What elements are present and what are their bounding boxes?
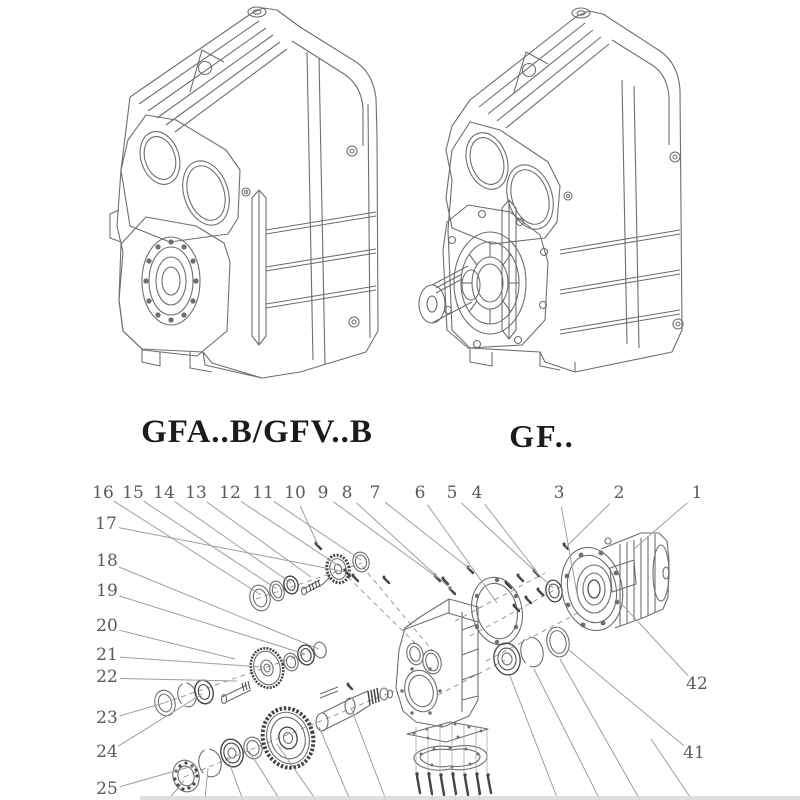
left-gearbox-drawing	[110, 7, 378, 378]
cut-leader-8	[510, 676, 558, 800]
leader-line-2	[566, 503, 610, 547]
housing-bolts	[415, 724, 491, 800]
leader-line-5	[461, 503, 553, 588]
part-number-7: 7	[369, 483, 381, 503]
part-number-6: 6	[414, 483, 426, 503]
leader-line-3	[561, 507, 578, 599]
part-number-23: 23	[96, 708, 118, 728]
output-flange	[443, 205, 548, 348]
part-number-16: 16	[92, 483, 114, 503]
lifting-bracket	[514, 52, 548, 92]
leader-line-17	[119, 528, 346, 572]
leader-line-21	[120, 657, 263, 667]
leader-line-42	[618, 600, 688, 676]
part-number-20: 20	[96, 616, 118, 636]
gearbox-housing	[396, 599, 478, 727]
part-number-8: 8	[341, 483, 353, 503]
part-callouts	[92, 483, 708, 799]
part-number-1: 1	[691, 483, 703, 503]
upper-bore	[134, 126, 187, 189]
cut-leader-4	[249, 751, 280, 800]
part-number-19: 19	[96, 581, 118, 601]
cut-leader-9	[534, 669, 600, 800]
part-number-2: 2	[613, 483, 625, 503]
part-number-22: 22	[96, 667, 118, 687]
part-number-41: 41	[683, 743, 705, 763]
side-ribs	[266, 212, 376, 308]
part-number-11: 11	[252, 483, 274, 503]
fastener-bolts	[315, 542, 569, 612]
part-number-12: 12	[219, 483, 241, 503]
model-label-left: GFA..B/GFV..B	[141, 414, 373, 450]
part-number-3: 3	[553, 483, 565, 503]
cut-leader-7	[351, 708, 386, 800]
leader-line-4	[485, 504, 537, 572]
part-number-9: 9	[317, 483, 329, 503]
scan-edge-shadow	[140, 796, 800, 800]
motor	[554, 533, 669, 636]
leader-line-6	[427, 505, 497, 603]
side-ribs	[560, 230, 680, 334]
part-number-21: 21	[96, 645, 118, 665]
lower-bore	[175, 155, 237, 231]
cooling-ribs-top	[139, 21, 287, 132]
part-number-25: 25	[96, 779, 118, 799]
ring-set	[491, 625, 572, 677]
part-number-15: 15	[122, 483, 144, 503]
part-number-4: 4	[471, 483, 483, 503]
leader-line-7	[385, 502, 470, 569]
part-number-17: 17	[95, 514, 117, 534]
cooling-ribs-top	[479, 23, 609, 128]
part-number-18: 18	[96, 551, 118, 571]
model-label-right: GF..	[509, 418, 575, 454]
part-number-10: 10	[284, 483, 306, 503]
cut-leader-10	[560, 659, 640, 800]
leader-line-8	[357, 503, 453, 590]
output-gear	[256, 703, 320, 774]
leader-line-20	[120, 630, 235, 659]
leader-line-24	[118, 694, 202, 746]
cut-leader-6	[319, 727, 350, 800]
exploded-diagram	[92, 483, 708, 800]
right-gearbox-drawing	[419, 8, 683, 372]
leader-line-41	[569, 650, 684, 746]
oil-plug	[248, 7, 266, 17]
part-number-5: 5	[446, 483, 458, 503]
leader-line-16	[114, 501, 261, 595]
leader-line-22	[120, 679, 237, 682]
bearing-boss	[142, 237, 200, 325]
part-number-24: 24	[96, 742, 118, 762]
part-number-14: 14	[153, 483, 175, 503]
oil-plug	[572, 8, 590, 18]
leader-line-1	[634, 503, 687, 549]
leader-line-12	[241, 501, 339, 566]
part-number-13: 13	[185, 483, 207, 503]
part-number-42: 42	[686, 674, 708, 694]
